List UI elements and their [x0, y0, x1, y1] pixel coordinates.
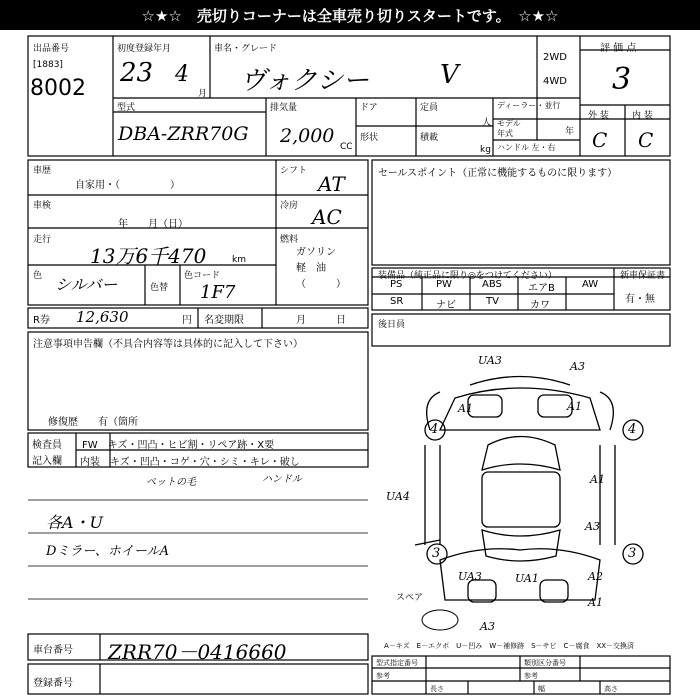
mini-label: 参考	[376, 672, 390, 680]
check-row2: 内装 キズ・凹凸・コゲ・穴・シミ・キレ・破し	[80, 457, 300, 468]
equipment-item: ABS	[482, 279, 502, 290]
warranty-options: 有・無	[625, 294, 655, 305]
equipment-item: カワ	[530, 300, 550, 311]
inspection-label: 車検	[33, 201, 52, 211]
damage-mark: A3	[570, 360, 585, 373]
equipment-item: ナビ	[436, 300, 456, 311]
car-name: ヴォクシー	[240, 66, 369, 96]
spare-tire-icon	[422, 610, 458, 630]
memo-label: 後日員	[378, 320, 406, 330]
damage-mark: A1	[588, 596, 603, 609]
registration-year: 23	[120, 58, 154, 88]
mileage-unit: km	[232, 255, 246, 265]
history-value: 自家用・（ ）	[75, 180, 180, 191]
equipment-item: TV	[486, 296, 499, 307]
damage-mark: UA3	[458, 570, 482, 583]
interior-label: 内 装	[632, 111, 653, 121]
yen-unit: 円	[182, 315, 192, 326]
damage-mark: A1	[590, 473, 605, 486]
shift-value: AT	[318, 172, 345, 196]
registration-number-label: 登録番号	[33, 678, 73, 689]
fuel-options: ガソリン 軽 油 （ ）	[296, 247, 346, 290]
year-unit: 年	[565, 127, 575, 137]
capacity-unit: 人	[482, 118, 492, 128]
cc-unit: CC	[340, 142, 353, 152]
handle-label: ハンドル 左・右	[497, 143, 556, 152]
chassis-number-label: 車台番号	[33, 645, 73, 656]
deadline-month-day: 月 日	[296, 315, 346, 326]
damage-mark: 4	[430, 422, 439, 437]
damage-mark: A3	[585, 520, 600, 533]
handwritten-note: ハンドル	[262, 474, 302, 485]
damage-mark: A1	[567, 400, 582, 413]
capacity-label: 定員	[420, 103, 439, 113]
history-label: 車歴	[33, 166, 52, 176]
equipment-item: SR	[390, 296, 404, 307]
4wd-label: 4WD	[543, 76, 567, 87]
exterior-grade: C	[592, 128, 608, 152]
new-car-warranty-label: 新車保証書	[620, 271, 666, 281]
handwritten-note: Dミラー、ホイールA	[46, 544, 170, 559]
car-grade: V	[440, 60, 459, 90]
displacement-value: 2,000	[280, 125, 335, 147]
recycle-label: R券	[33, 315, 50, 326]
damage-mark: A3	[480, 620, 495, 633]
mini-label: 長さ	[430, 685, 444, 693]
handwritten-note: ペットの毛	[146, 477, 196, 488]
entry-field-label: 記入欄	[32, 456, 62, 467]
grade-points-label: 評 価 点	[600, 43, 637, 54]
color-change-label: 色替	[150, 283, 169, 293]
damage-mark: UA1	[515, 572, 539, 585]
damage-legend: A－キズ E－エクボ U－凹み W－補修跡 S－サビ C－腐食 XX－交換済	[384, 642, 635, 650]
deadline-label: 名変期限	[204, 315, 244, 326]
displacement-label: 排気量	[270, 103, 298, 113]
exterior-label: 外 装	[588, 111, 609, 121]
dealer-parallel-label: ディーラー・並行	[497, 101, 561, 110]
doors-label: ドア	[360, 103, 378, 113]
equipment-item: PW	[436, 279, 452, 290]
shift-label: シフト	[280, 166, 308, 176]
color-value: シルバー	[55, 275, 118, 294]
damage-mark: 3	[432, 546, 441, 561]
lot-number-label: 出品番号	[33, 44, 70, 54]
color-code-label: 色コード	[184, 271, 221, 281]
damage-mark: A2	[588, 570, 603, 583]
check-row1: FW キズ・凹凸・ヒビ割・リペア跡・X要	[82, 440, 275, 451]
car-damage-diagram	[415, 377, 643, 603]
inspector-label: 検査員	[32, 440, 62, 451]
repair-history-label: 修復歴 有（箇所	[48, 417, 138, 428]
fuel-label: 燃料	[280, 235, 299, 245]
handwritten-note: 各A・U	[46, 513, 104, 532]
mileage-value: 13万6千470	[90, 244, 207, 268]
equipment-item: AW	[582, 279, 599, 290]
sales-point-label: セールスポイント（正常に機能するものに限ります）	[378, 168, 618, 179]
aircon-value: AC	[312, 205, 342, 229]
model-year-label: モデル 年式	[497, 119, 521, 138]
shape-label: 形状	[360, 133, 379, 143]
color-label: 色	[33, 271, 43, 281]
spare-label: スペア	[396, 593, 424, 603]
equipment-label: 装備品（純正品に限り◎をつけてください）	[378, 271, 557, 281]
model-type-label: 型式	[117, 103, 136, 113]
notes-label: 注意事項申告欄（不具合内容等は具体的に記入して下さい）	[33, 339, 303, 350]
damage-mark: 3	[628, 546, 637, 561]
aircon-label: 冷房	[280, 201, 299, 211]
damage-mark: UA3	[478, 354, 502, 367]
damage-mark: 4	[628, 422, 637, 437]
chassis-number-value: ZRR70－0416660	[108, 640, 287, 664]
mini-label: 参考	[524, 672, 538, 680]
mini-label: 型式指定番号	[376, 659, 418, 667]
mini-label: 幅	[538, 685, 545, 693]
registration-month: 4	[175, 62, 189, 87]
mini-label: 高さ	[604, 685, 618, 693]
first-registration-label: 初度登録年月	[117, 44, 172, 54]
model-type-value: DBA-ZRR70G	[118, 123, 249, 145]
damage-mark: A1	[458, 402, 473, 415]
lot-bracket: [1883]	[33, 60, 63, 70]
grade-points-value: 3	[612, 62, 632, 97]
load-label: 積載	[420, 133, 439, 143]
interior-grade: C	[638, 128, 654, 152]
damage-mark: UA4	[386, 490, 410, 503]
banner-title: ☆★☆ 売切りコーナーは全車売り切りスタートです。 ☆★☆	[0, 0, 700, 30]
lot-number-value: 8002	[30, 76, 86, 101]
kg-unit: kg	[480, 145, 491, 155]
2wd-label: 2WD	[543, 52, 567, 63]
color-code-value: 1F7	[200, 282, 236, 303]
registration-month-unit: 月	[198, 89, 208, 99]
equipment-item: PS	[390, 279, 403, 290]
car-name-grade-label: 車名・グレード	[214, 44, 278, 54]
mini-label: 類別区分番号	[524, 659, 566, 667]
inspection-value: 年 月（日）	[118, 219, 188, 230]
equipment-item: エアB	[528, 283, 555, 294]
mileage-label: 走行	[33, 235, 52, 245]
recycle-fee: 12,630	[76, 308, 129, 326]
